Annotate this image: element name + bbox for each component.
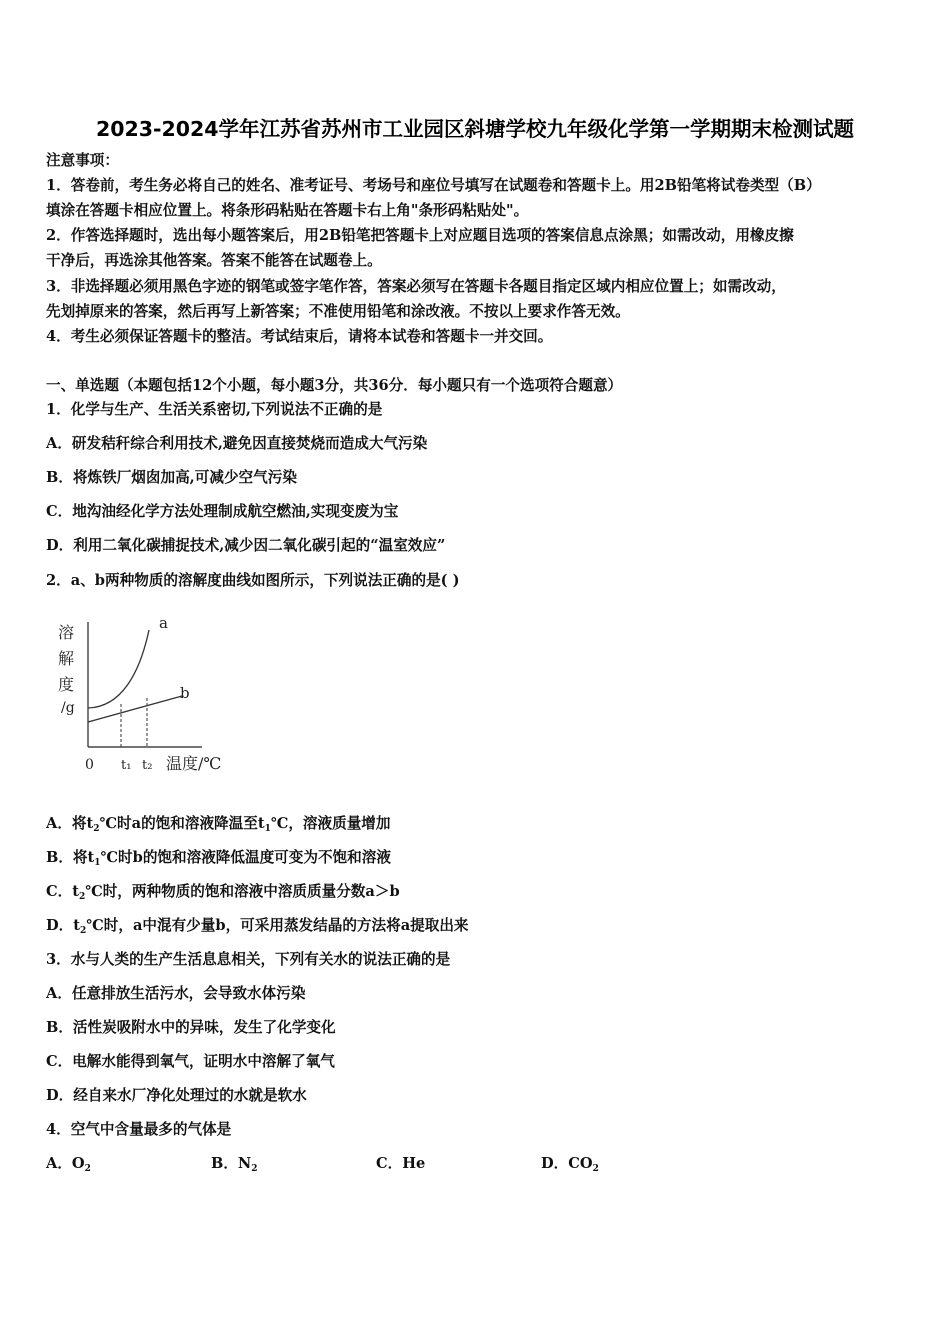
y-label-4: /g xyxy=(61,700,75,716)
q3-option-d: D．经自来水厂净化处理过的水就是软水 xyxy=(46,1087,307,1104)
y-label-3: 度 xyxy=(58,675,75,694)
q2-option-b: B．将$t_1℃$时b的饱和溶液降低温度可变为不饱和溶液 xyxy=(46,849,391,868)
curve-a-line xyxy=(88,630,149,708)
q2-option-c: C．$t_2℃$时，两种物质的饱和溶液中溶质质量分数a＞b xyxy=(46,883,400,902)
origin-label: 0 xyxy=(85,757,94,773)
curve-b-line xyxy=(88,696,182,722)
q1-option-d: D．利用二氧化碳捕捉技术,减少因二氧化碳引起的“温室效应” xyxy=(46,537,446,554)
q3-option-b: B．活性炭吸附水中的异味，发生了化学变化 xyxy=(46,1019,336,1036)
q4-option-c: C．He xyxy=(376,1155,426,1172)
notice-line-5: 3．非选择题必须用黑色字迹的钢笔或签字笔作答，答案必须写在答题卡各题目指定区域内相应位置上；如需改动， xyxy=(46,278,786,295)
q3-stem: 3．水与人类的生产生活息息相关，下列有关水的说法正确的是 xyxy=(46,951,451,968)
q1-option-c: C．地沟油经化学方法处理制成航空燃油,实现变废为宝 xyxy=(46,503,399,520)
notice-heading: 注意事项： xyxy=(46,152,119,169)
solubility-curve-diagram xyxy=(52,612,232,782)
notice-line-1: 1．答卷前，考生务必将自己的姓名、准考证号、考场号和座位号填写在试题卷和答题卡上。用2B铅笔将试卷类型（B） xyxy=(46,177,821,194)
x-axis-label: 温度/℃ xyxy=(166,754,222,773)
notice-line-7: 4．考生必须保证答题卡的整洁。考试结束后，请将本试卷和答题卡一并交回。 xyxy=(46,328,553,345)
q2-stem: 2．a、b两种物质的溶解度曲线如图所示，下列说法正确的是( ) xyxy=(46,572,460,589)
section-heading: 一、单选题（本题包括12个小题，每小题3分，共36分．每小题只有一个选项符合题意） xyxy=(46,377,623,394)
q4-option-a: A．$O_2$ xyxy=(46,1155,91,1174)
t2-label: t₂ xyxy=(142,758,153,773)
q2-option-d: D．$t_2℃$时，a中混有少量b，可采用蒸发结晶的方法将a提取出来 xyxy=(46,917,469,936)
q1-option-b: B．将炼铁厂烟囱加高,可减少空气污染 xyxy=(46,469,297,486)
curve-a-label: a xyxy=(159,614,168,632)
notice-line-2: 填涂在答题卡相应位置上。将条形码粘贴在答题卡右上角"条形码粘贴处"。 xyxy=(46,202,529,219)
y-label-2: 解 xyxy=(58,649,75,668)
q4-option-d: D．$CO_2$ xyxy=(541,1155,599,1174)
curve-b-label: b xyxy=(180,684,190,702)
y-label-1: 溶 xyxy=(58,623,75,642)
q3-option-a: A．任意排放生活污水，会导致水体污染 xyxy=(46,985,306,1002)
notice-line-4: 干净后，再选涂其他答案。答案不能答在试题卷上。 xyxy=(46,252,382,269)
q2-option-a: A．将$t_2℃$时a的饱和溶液降温至$t_1℃$，溶液质量增加 xyxy=(46,815,391,834)
q1-stem: 1．化学与生产、生活关系密切,下列说法不正确的是 xyxy=(46,401,383,418)
q4-stem: 4．空气中含量最多的气体是 xyxy=(46,1121,232,1138)
notice-line-3: 2．作答选择题时，选出每小题答案后，用2B铅笔把答题卡上对应题目选项的答案信息点涂黑；如需改动，用橡皮擦 xyxy=(46,227,794,244)
notice-line-6: 先划掉原来的答案，然后再写上新答案；不准使用铅笔和涂改液。不按以上要求作答无效。 xyxy=(46,303,630,320)
q4-option-b: B．$N_2$ xyxy=(211,1155,258,1174)
q1-option-a: A．研发秸秆综合利用技术,避免因直接焚烧而造成大气污染 xyxy=(46,435,428,452)
q3-option-c: C．电解水能得到氧气，证明水中溶解了氧气 xyxy=(46,1053,335,1070)
t1-label: t₁ xyxy=(121,758,132,773)
exam-title: 2023-2024学年江苏省苏州市工业园区斜塘学校九年级化学第一学期期末检测试题 xyxy=(95,117,855,141)
